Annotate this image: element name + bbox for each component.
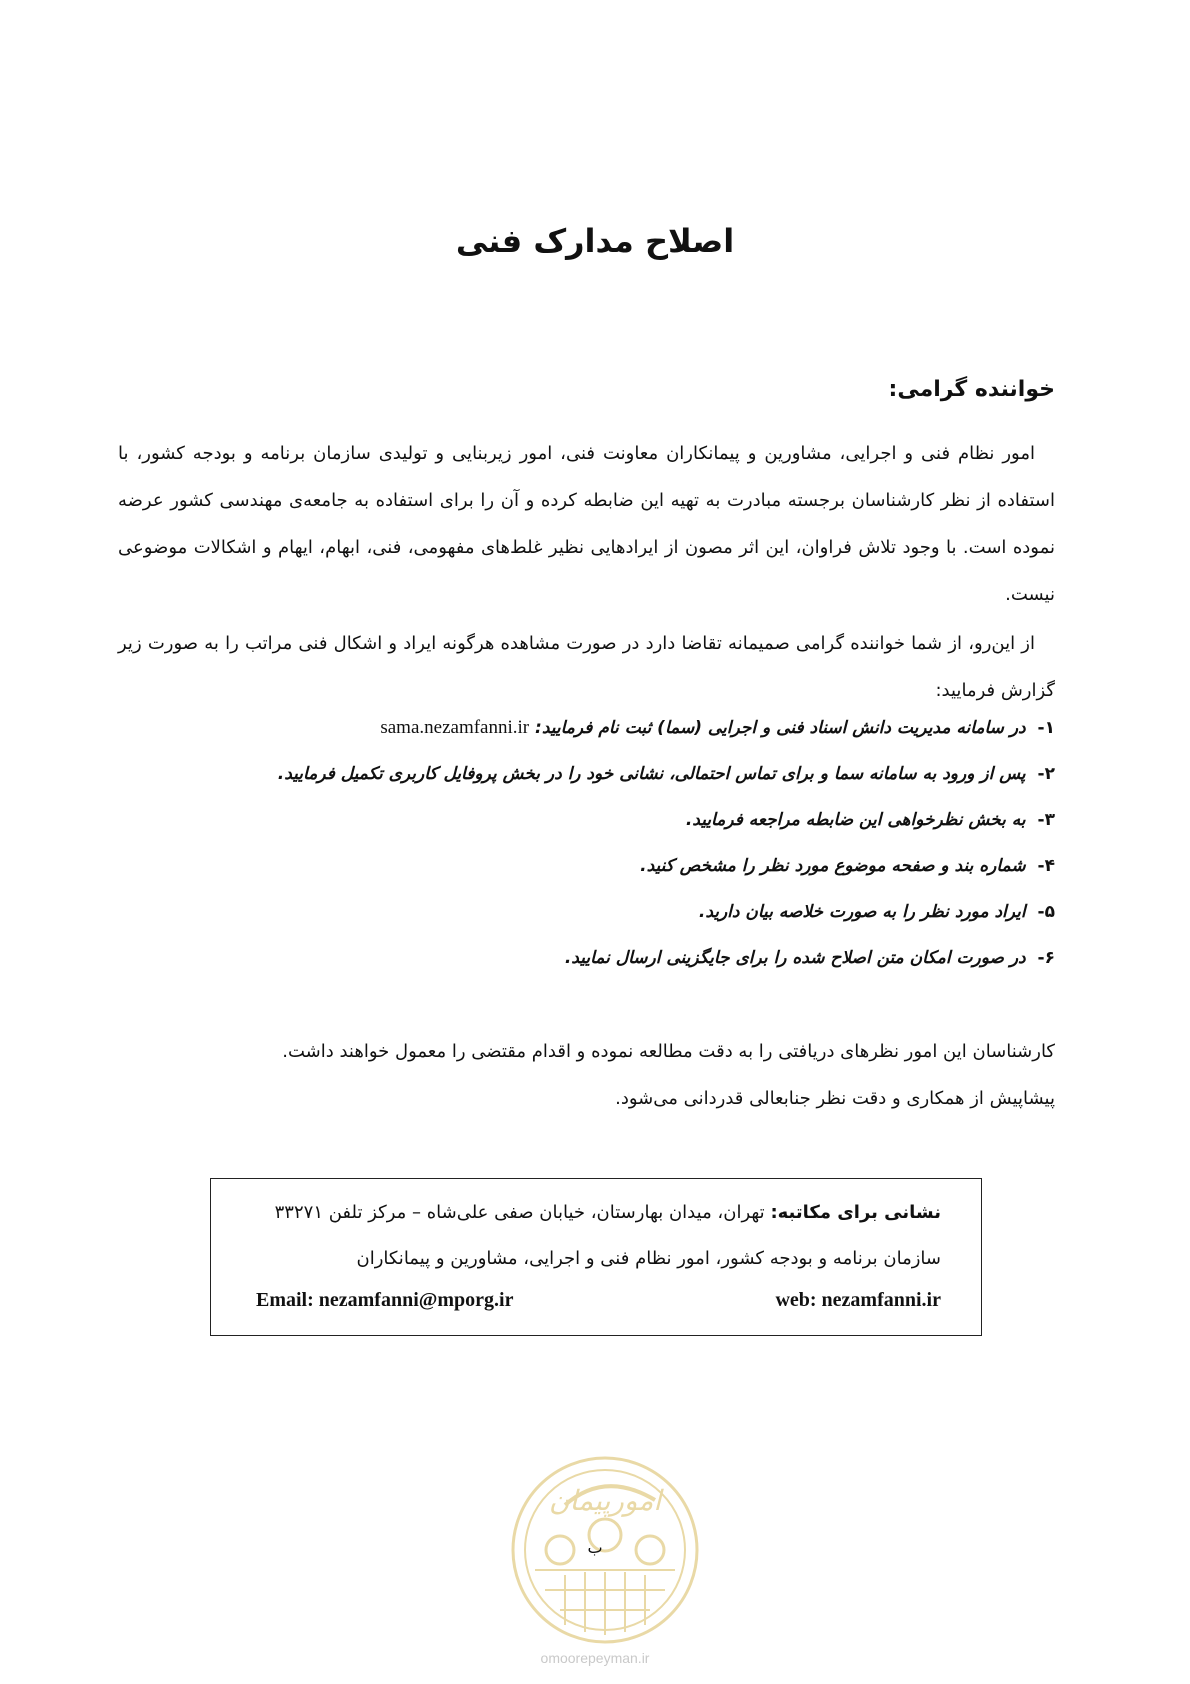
contact-web[interactable]: web: nezamfanni.ir bbox=[775, 1289, 941, 1311]
list-item bbox=[118, 843, 1055, 889]
list-item bbox=[118, 751, 1055, 797]
step-text: در سامانه مدیریت دانش اسناد فنی و اجرایی (سما) ثبت نام فرمایید: bbox=[535, 718, 1026, 738]
closing-sentence-2: پیشاپیش از همکاری و دقت نظر جنابعالی قدردانی می‌شود. bbox=[615, 1088, 1055, 1109]
contact-label: نشانی برای مکاتبه: bbox=[770, 1202, 941, 1223]
step-text: پس از ورود به سامانه سما و برای تماس احتمالی، نشانی خود را در بخش پروفایل کاربری تکمیل فرمایید. bbox=[277, 764, 1026, 784]
sama-site-link[interactable]: sama.nezamfanni.ir bbox=[380, 717, 530, 738]
step-text: شماره بند و صفحه موضوع مورد نظر را مشخص کنید. bbox=[640, 856, 1026, 876]
step-number: ۶- bbox=[1037, 948, 1055, 968]
list-item bbox=[118, 797, 1055, 843]
page-title: اصلاح مدارک فنی bbox=[455, 222, 735, 260]
contact-address-line bbox=[241, 1193, 941, 1233]
greeting-heading: خواننده گرامی: bbox=[888, 377, 1055, 402]
seal-text: امورپیمان bbox=[548, 1484, 662, 1517]
step-number: ۳- bbox=[1037, 810, 1055, 830]
list-item bbox=[118, 705, 1055, 751]
intro-paragraph bbox=[118, 430, 1055, 618]
watermark-site-text: omoorepeyman.ir bbox=[540, 1650, 650, 1666]
list-item bbox=[118, 935, 1055, 981]
contact-email[interactable]: Email: nezamfanni@mporg.ir bbox=[256, 1289, 514, 1311]
request-paragraph-text: از این‌رو، از شما خواننده گرامی صمیمانه تقاضا دارد در صورت مشاهده هرگونه ایراد و اشکال فنی مراتب را به صورت زیر گزارش فرمایید: bbox=[118, 633, 1055, 701]
step-number: ۴- bbox=[1037, 856, 1055, 876]
request-paragraph bbox=[118, 620, 1055, 714]
step-number: ۱- bbox=[1037, 718, 1055, 738]
contact-box bbox=[210, 1178, 982, 1336]
closing-sentence-1: کارشناسان این امور نظرهای دریافتی را به دقت مطالعه نموده و اقدام مقتضی را معمول خواهند داشت. bbox=[282, 1041, 1055, 1062]
list-item bbox=[118, 889, 1055, 935]
page-number: ب bbox=[587, 1538, 603, 1557]
intro-paragraph-text: امور نظام فنی و اجرایی، مشاورین و پیمانکاران معاونت فنی، امور زیربنایی و تولیدی سازمان برنامه و بودجه کشور، با استفاده از نظر کارشناسان برجسته مبادرت به تهیه این ضابطه کرده و آن را برای استفاده به جامعه‌ی مهندسی کشور عرضه نموده است. با وجود تلاش فراوان، این اثر مصون از ایرادهایی نظیر غلط‌های مفهومی، فنی، ابهام، ایهام و اشکالات موضوعی نیست. bbox=[118, 443, 1055, 605]
steps-list bbox=[118, 705, 1055, 981]
contact-address: تهران، میدان بهارستان، خیابان صفی علی‌شاه – مرکز تلفن ۳۳۲۷۱ bbox=[274, 1202, 765, 1223]
step-text: در صورت امکان متن اصلاح شده را برای جایگزینی ارسال نمایید. bbox=[564, 948, 1026, 968]
step-text: به بخش نظرخواهی این ضابطه مراجعه فرمایید. bbox=[685, 810, 1026, 830]
step-number: ۵- bbox=[1037, 902, 1055, 922]
step-text: ایراد مورد نظر را به صورت خلاصه بیان دارید. bbox=[698, 902, 1026, 922]
step-number: ۲- bbox=[1037, 764, 1055, 784]
contact-org-line: سازمان برنامه و بودجه کشور، امور نظام فنی و اجرایی، مشاورین و پیمانکاران bbox=[356, 1248, 941, 1269]
